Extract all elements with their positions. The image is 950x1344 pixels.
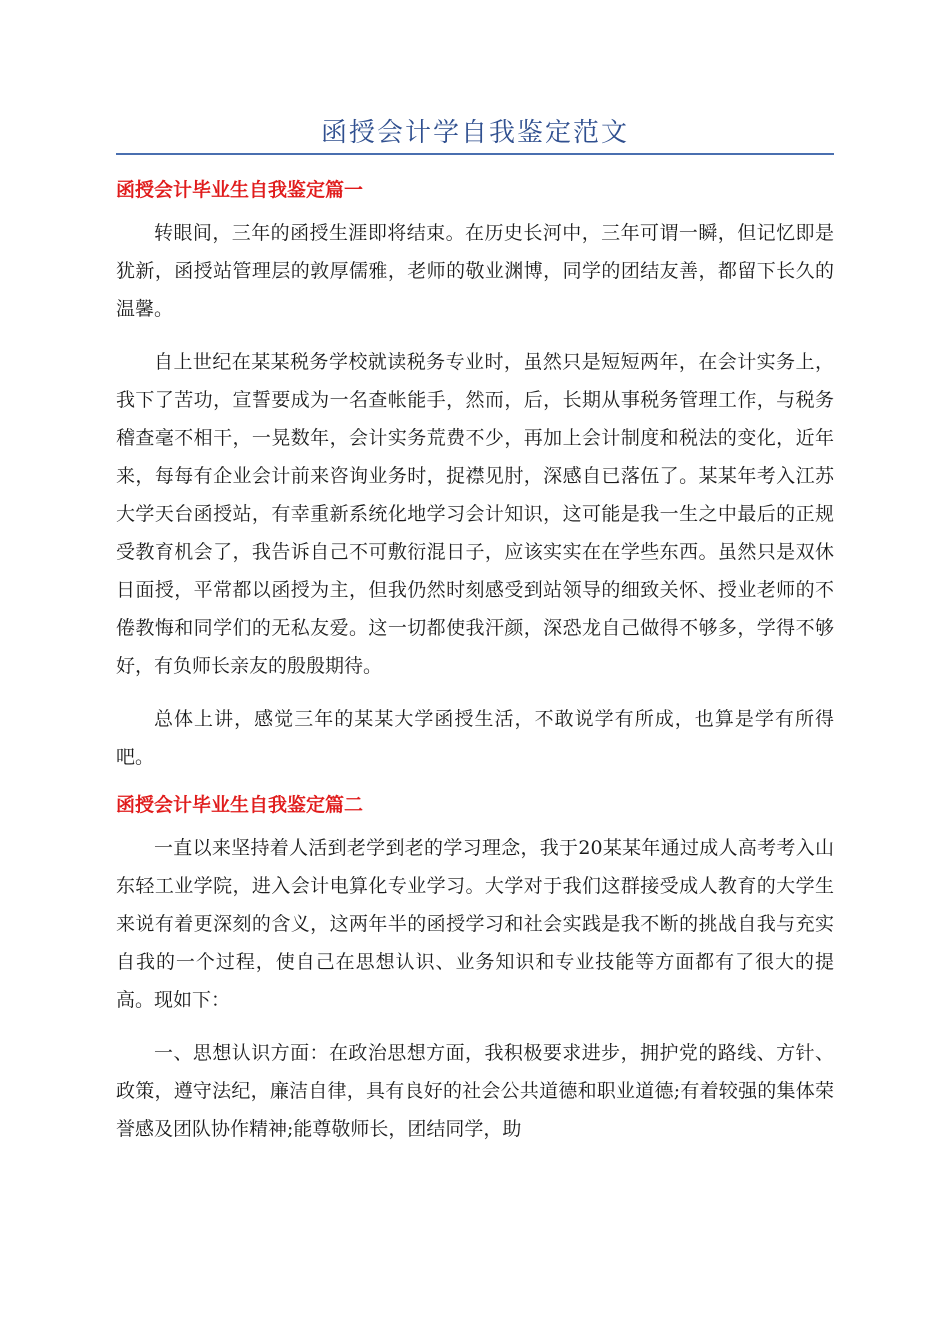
paragraph: 自上世纪在某某税务学校就读税务专业时，虽然只是短短两年，在会计实务上，我下了苦功，宣誓要成为一名查帐能手，然而，后，长期从事税务管理工作，与税务稽查毫不相干，一晃数年，会计实务荒费不少，再加上会计制度和税法的变化，近年来，每每有企业会计前来咨询业务时，捉襟见肘，深感自已落伍了。某某年考入江苏大学天台函授站，有幸重新系统化地学习会计知识，这可能是我一生之中最后的正规受教育机会了，我告诉自己不可敷衍混日子，应该实实在在学些东西。虽然只是双休日面授，平常都以函授为主，但我仍然时刻感受到站领导的细致关怀、授业老师的不倦教悔和同学们的无私友爱。这一切都使我汗颜，深恐龙自己做得不够多，学得不够好，有负师长亲友的殷殷期待。: [116, 351, 834, 677]
paragraph: 转眼间，三年的函授生涯即将结束。在历史长河中，三年可谓一瞬，但记忆即是犹新，函授站管理层的敦厚儒雅，老师的敬业渊博，同学的团结友善，都留下长久的温馨。: [116, 222, 834, 320]
document-title: 函授会计学自我鉴定范文: [320, 118, 629, 148]
document-body: [116, 176, 834, 1163]
title-divider: [116, 153, 834, 155]
section-heading: 函授会计毕业生自我鉴定篇一: [116, 179, 364, 201]
section-1: [116, 176, 834, 776]
section-2: [116, 791, 834, 1148]
paragraph: 一直以来坚持着人活到老学到老的学习理念，我于20某某年通过成人高考考入山东轻工业学院，进入会计电算化专业学习。大学对于我们这群接受成人教育的大学生来说有着更深刻的含义，这两年半的函授学习和社会实践是我不断的挑战自我与充实自我的一个过程，使自己在思想认识、业务知识和专业技能等方面都有了很大的提高。现如下：: [116, 837, 834, 1011]
paragraph: 一、思想认识方面：在政治思想方面，我积极要求进步，拥护党的路线、方针、政策，遵守法纪，廉洁自律，具有良好的社会公共道德和职业道德;有着较强的集体荣誉感及团队协作精神;能尊敬师长，团结同学，助: [116, 1042, 834, 1140]
paragraph: 总体上讲，感觉三年的某某大学函授生活，不敢说学有所成，也算是学有所得吧。: [116, 708, 834, 768]
section-heading: 函授会计毕业生自我鉴定篇二: [116, 794, 364, 816]
